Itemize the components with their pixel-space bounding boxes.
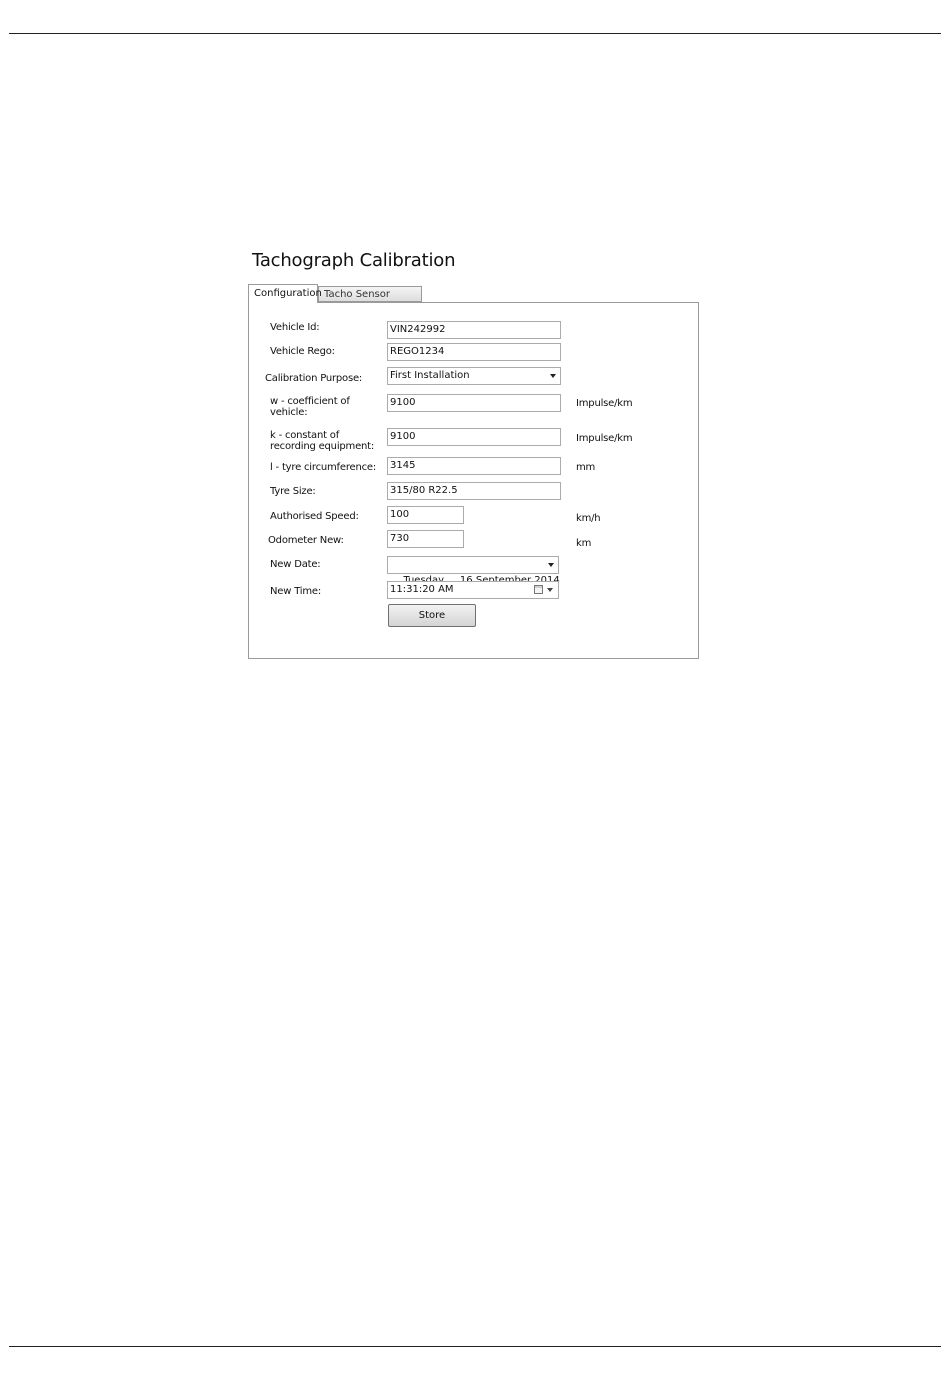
vehicle-id-field[interactable]: VIN242992 — [387, 321, 561, 339]
new-time-value: 11:31:20 AM — [390, 584, 454, 595]
tab-configuration[interactable]: Configuration — [248, 284, 318, 303]
tab-tacho-sensor-monitor[interactable]: Tacho Sensor — [318, 286, 422, 302]
odometer-new-unit: km — [576, 538, 592, 549]
tyre-circumference-label: l - tyre circumference: — [270, 462, 377, 473]
vehicle-rego-label: Vehicle Rego: — [270, 346, 335, 357]
authorised-speed-field[interactable]: 100 — [387, 506, 464, 524]
page-top-rule — [9, 33, 941, 34]
w-coefficient-label-line2: vehicle: — [270, 407, 308, 418]
page-bottom-rule — [9, 1346, 941, 1347]
new-date-label: New Date: — [270, 559, 321, 570]
k-constant-unit: Impulse/km — [576, 433, 633, 444]
calibration-purpose-select[interactable] — [387, 367, 561, 385]
k-constant-label-line2: recording equipment: — [270, 441, 375, 452]
store-button[interactable]: Store — [388, 604, 476, 627]
k-constant-label-line1: k - constant of — [270, 430, 340, 441]
authorised-speed-label: Authorised Speed: — [270, 511, 359, 522]
w-coefficient-field[interactable]: 9100 — [387, 394, 561, 412]
tyre-size-field[interactable]: 315/80 R22.5 — [387, 482, 561, 500]
tyre-circumference-field[interactable]: 3145 — [387, 457, 561, 475]
authorised-speed-unit: km/h — [576, 513, 601, 524]
odometer-new-label: Odometer New: — [268, 535, 344, 546]
tyre-size-label: Tyre Size: — [270, 486, 316, 497]
chevron-down-icon[interactable] — [548, 563, 554, 567]
calendar-icon[interactable] — [534, 585, 543, 594]
k-constant-field[interactable]: 9100 — [387, 428, 561, 446]
w-coefficient-label — [270, 396, 380, 418]
calibration-purpose-label: Calibration Purpose: — [265, 373, 363, 384]
chevron-down-icon[interactable] — [547, 588, 553, 592]
calibration-purpose-value: First Installation — [390, 370, 470, 381]
chevron-down-icon[interactable] — [550, 374, 556, 378]
new-time-label: New Time: — [270, 586, 322, 597]
new-date-picker[interactable] — [387, 556, 559, 574]
w-coefficient-label-line1: w - coefficient of — [270, 396, 350, 407]
new-time-picker[interactable] — [387, 581, 559, 599]
tyre-circumference-unit: mm — [576, 462, 596, 473]
page-title: Tachograph Calibration — [252, 250, 456, 271]
w-coefficient-unit: Impulse/km — [576, 398, 633, 409]
vehicle-id-label: Vehicle Id: — [270, 322, 320, 333]
vehicle-rego-field[interactable]: REGO1234 — [387, 343, 561, 361]
odometer-new-field[interactable]: 730 — [387, 530, 464, 548]
k-constant-label — [270, 430, 380, 452]
